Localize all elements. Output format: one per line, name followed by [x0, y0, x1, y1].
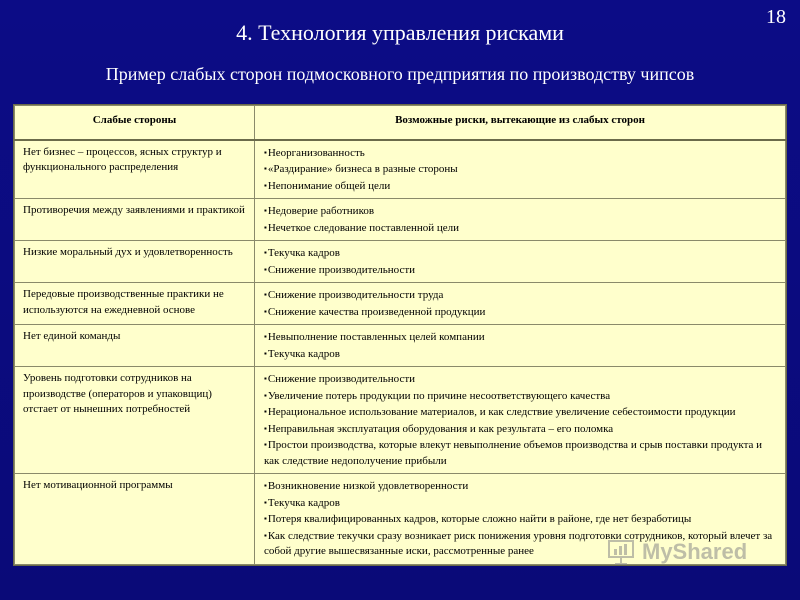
- risk-item: [263, 528, 779, 560]
- bullet-icon: ▪: [264, 290, 267, 299]
- bullet-icon: ▪: [264, 348, 267, 358]
- weakness-cell: Противоречия между заявлениями и практикой: [15, 199, 255, 241]
- risks-cell: [255, 325, 786, 367]
- risk-item: [263, 245, 779, 262]
- risk-item: [263, 404, 779, 421]
- risk-text: Увеличение потерь продукции по причине несоответствующего качества: [267, 389, 611, 402]
- slide-number: 18: [766, 6, 786, 28]
- risk-text: Снижение производительности: [267, 263, 416, 276]
- bullet-icon: ▪: [264, 481, 267, 490]
- bullet-icon: ▪: [264, 497, 267, 507]
- risks-cell: [255, 283, 786, 325]
- table-row: [15, 140, 786, 199]
- bullet-icon: ▪: [264, 530, 267, 540]
- risk-text: Неправильная эксплуатация оборудования и как результата – его поломка: [267, 422, 614, 435]
- watermark-text: MyShared: [642, 539, 748, 564]
- table-row: [15, 241, 786, 283]
- risk-item: [263, 421, 779, 438]
- bullet-icon: ▪: [264, 222, 267, 232]
- bullet-icon: ▪: [264, 264, 267, 274]
- risk-text: Нерациональное использование материалов, и как следствие увеличение себестоимости продукции: [267, 406, 736, 418]
- risk-item: [263, 371, 779, 388]
- risk-text: Текучка кадров: [267, 247, 340, 259]
- table-row: [15, 474, 786, 565]
- risk-text: Снижение качества произведенной продукции: [267, 305, 486, 318]
- weakness-cell: Нет единой команды: [15, 325, 255, 367]
- risk-item: [263, 478, 779, 495]
- risk-text: Недоверие работников: [267, 205, 375, 217]
- risk-item: [263, 178, 779, 195]
- risk-item: [263, 437, 779, 469]
- weakness-cell: Нет мотивационной программы: [15, 474, 255, 565]
- bullet-icon: ▪: [264, 164, 267, 173]
- risk-item: [263, 495, 779, 512]
- risk-item: [263, 346, 779, 363]
- bullet-icon: ▪: [264, 206, 267, 215]
- bullet-icon: ▪: [264, 374, 267, 383]
- risk-item: [263, 203, 779, 220]
- risk-item: [263, 329, 779, 346]
- bullet-icon: ▪: [264, 514, 267, 523]
- risk-item: [263, 145, 779, 162]
- table-body: [15, 140, 786, 565]
- risk-text: Непонимание общей цели: [267, 179, 391, 192]
- bullet-icon: ▪: [264, 147, 267, 157]
- risks-cell: [255, 199, 786, 241]
- risk-text: Как следствие текучки сразу возникает риск понижения уровня подготовки сотрудников, который влечет за собой другие вышесвязанные иски, рассмотренные ранее: [264, 529, 773, 557]
- risk-text: Потеря квалифицированных кадров, которые сложно найти в районе, где нет безработицы: [267, 513, 692, 525]
- weakness-cell: Низкие моральный дух и удовлетворенность: [15, 241, 255, 283]
- bullet-icon: ▪: [264, 248, 267, 257]
- table-row: [15, 325, 786, 367]
- weakness-cell: Нет бизнес – процессов, ясных структур и функционального распределения: [15, 140, 255, 199]
- risk-text: «Раздирание» бизнеса в разные стороны: [267, 163, 458, 175]
- bullet-icon: ▪: [264, 306, 267, 316]
- risk-text: Текучка кадров: [267, 347, 340, 360]
- risk-text: Невыполнение поставленных целей компании: [267, 331, 485, 343]
- risk-text: Нечеткое следование поставленной цели: [267, 221, 460, 234]
- risks-cell: [255, 474, 786, 565]
- bullet-icon: ▪: [264, 440, 267, 449]
- risk-table-container: [13, 104, 787, 566]
- risk-item: [263, 220, 779, 237]
- weakness-cell: Передовые производственные практики не используются на ежедневной основе: [15, 283, 255, 325]
- risk-text: Снижение производительности труда: [267, 289, 444, 301]
- header-weakness: Слабые стороны: [15, 106, 255, 140]
- risk-item: [263, 388, 779, 405]
- risk-text: Снижение производительности: [267, 373, 416, 385]
- risks-cell: [255, 367, 786, 474]
- risk-text: Возникновение низкой удовлетворенности: [267, 480, 469, 492]
- bullet-icon: ▪: [264, 332, 267, 341]
- risk-item: [263, 262, 779, 279]
- table-row: [15, 199, 786, 241]
- risk-table: [14, 105, 786, 565]
- risk-text: Неорганизованность: [267, 146, 365, 159]
- bullet-icon: ▪: [264, 180, 267, 190]
- slide-title: 4. Технология управления рисками: [236, 20, 564, 45]
- weakness-cell: Уровень подготовки сотрудников на производстве (операторов и упаковщиц) отстает от нынешних потребностей: [15, 367, 255, 474]
- bullet-icon: ▪: [264, 423, 267, 433]
- risks-cell: [255, 241, 786, 283]
- header-risks: Возможные риски, вытекающие из слабых сторон: [255, 106, 786, 140]
- table-row: [15, 283, 786, 325]
- slide-subtitle: Пример слабых сторон подмосковного предприятия по производству чипсов: [105, 64, 695, 84]
- risk-text: Простои производства, которые влекут невыполнение объемов производства и срыв поставки продукта и как следствие недополучение прибыли: [264, 439, 763, 467]
- bullet-icon: ▪: [264, 390, 267, 400]
- risk-text: Текучка кадров: [267, 496, 340, 509]
- table-header-row: [15, 106, 786, 140]
- risk-item: [263, 304, 779, 321]
- risks-cell: [255, 140, 786, 199]
- risk-item: [263, 287, 779, 304]
- table-row: [15, 367, 786, 474]
- bullet-icon: ▪: [264, 407, 267, 416]
- risk-item: [263, 511, 779, 528]
- risk-item: [263, 161, 779, 178]
